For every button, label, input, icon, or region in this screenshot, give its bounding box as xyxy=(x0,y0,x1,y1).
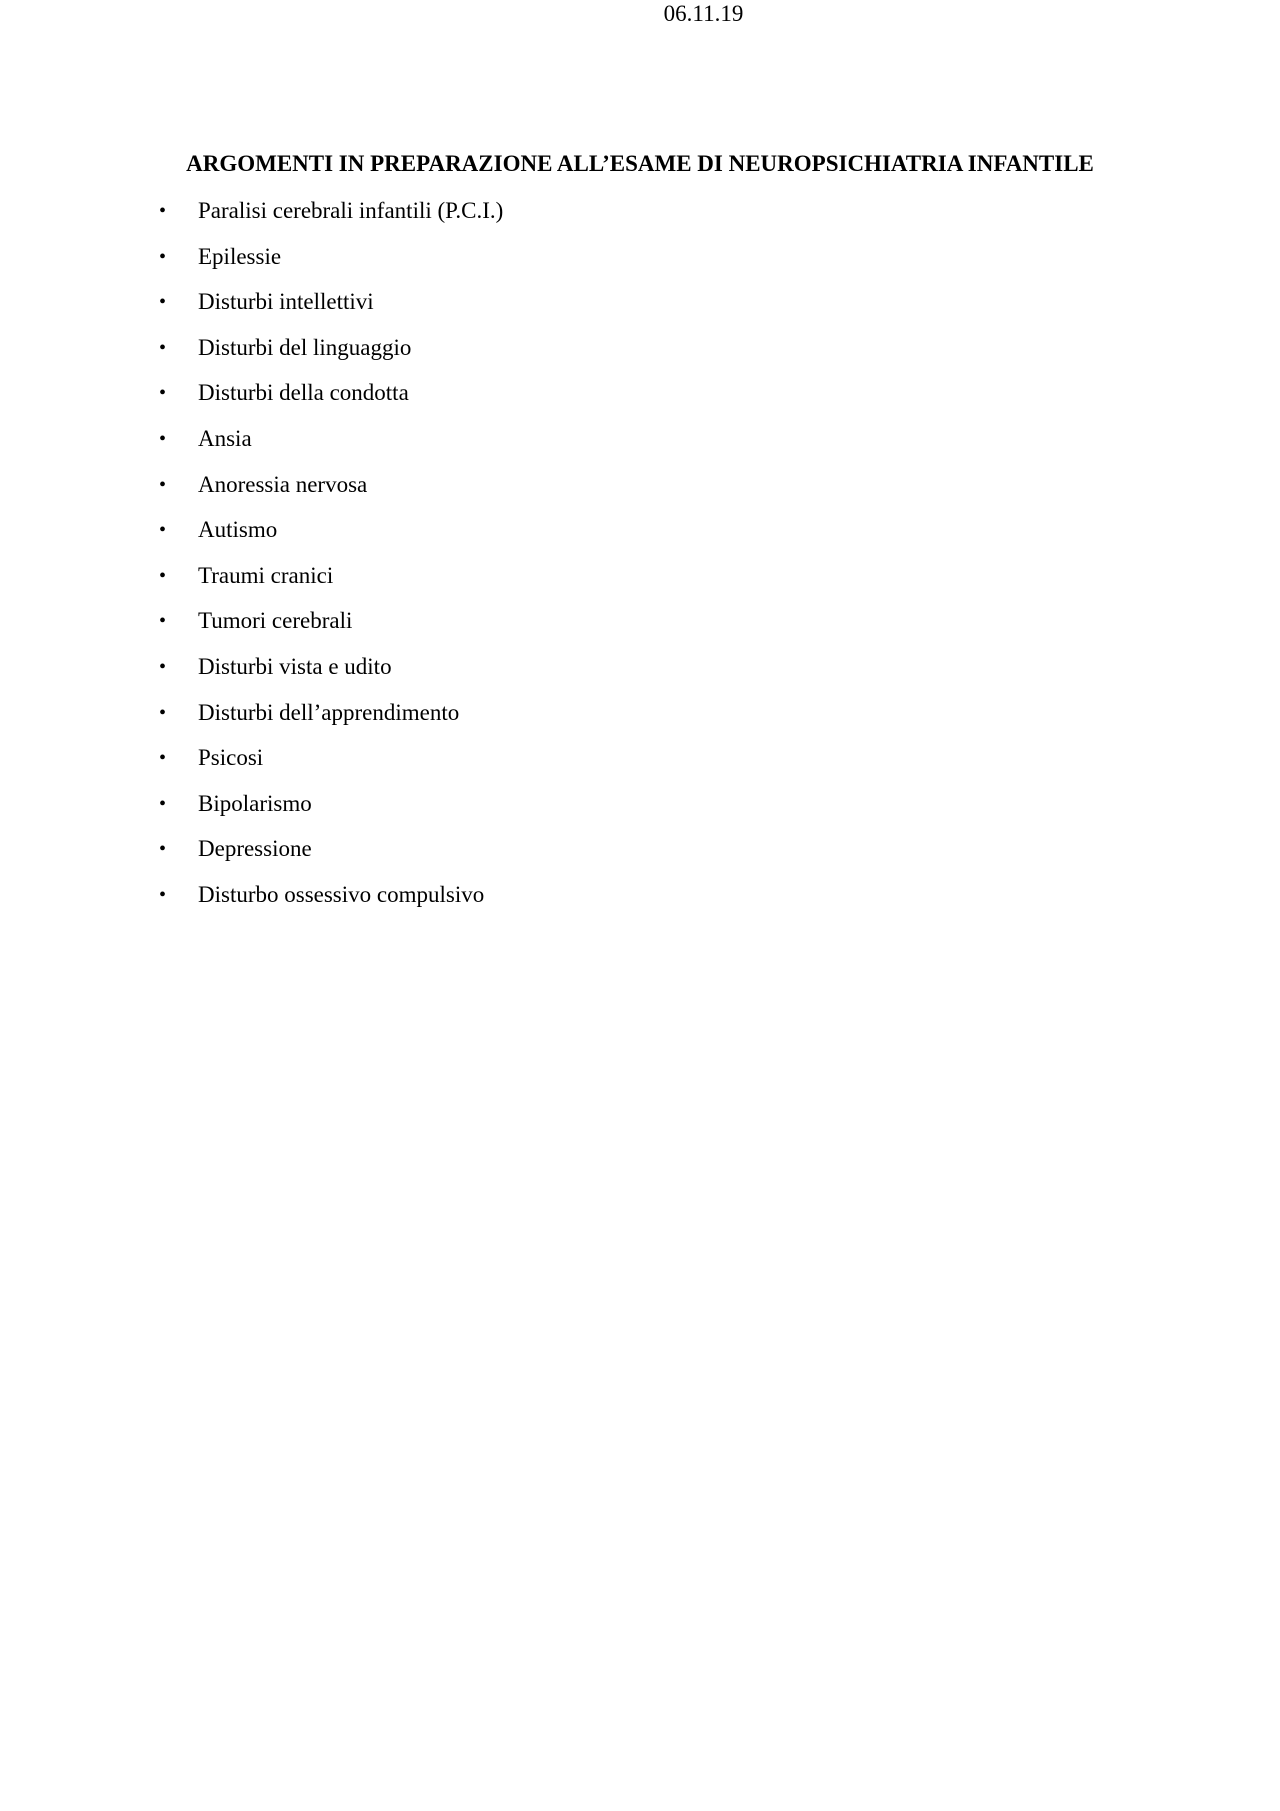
bullet-icon: • xyxy=(159,747,167,770)
list-item-text: Disturbo ossessivo compulsivo xyxy=(198,881,485,907)
list-item-text: Ansia xyxy=(198,425,252,451)
list-item xyxy=(0,831,1100,877)
list-item-text: Psicosi xyxy=(198,745,264,771)
bullet-icon: • xyxy=(159,382,167,405)
bullet-icon: • xyxy=(159,701,167,724)
bullet-icon: • xyxy=(159,655,167,678)
topic-list xyxy=(0,193,1100,923)
list-item-text: Bipolarismo xyxy=(198,790,312,816)
bullet-icon: • xyxy=(159,564,167,587)
list-item xyxy=(0,649,1100,695)
list-item xyxy=(0,512,1100,558)
bullet-icon: • xyxy=(159,245,167,268)
bullet-icon: • xyxy=(159,473,167,496)
bullet-icon: • xyxy=(159,610,167,633)
bullet-icon: • xyxy=(159,336,167,359)
bullet-icon: • xyxy=(159,291,167,314)
bullet-icon: • xyxy=(159,519,167,542)
list-item xyxy=(0,284,1100,330)
list-item-text: Anoressia nervosa xyxy=(198,471,368,497)
list-item xyxy=(0,786,1100,832)
list-item-text: Disturbi della condotta xyxy=(198,380,409,406)
list-item-text: Disturbi dell’apprendimento xyxy=(198,699,460,725)
list-item xyxy=(0,877,1100,923)
list-item xyxy=(0,740,1100,786)
list-item xyxy=(0,467,1100,513)
list-item xyxy=(0,421,1100,467)
list-item xyxy=(0,239,1100,285)
list-item xyxy=(0,193,1100,239)
list-item-text: Traumi cranici xyxy=(198,562,334,588)
document-title: ARGOMENTI IN PREPARAZIONE ALL’ESAME DI NEUROPSICHIATRIA INFANTILE xyxy=(186,151,1094,176)
bullet-icon: • xyxy=(159,838,167,861)
page-date: 06.11.19 xyxy=(663,1,744,26)
bullet-icon: • xyxy=(159,200,167,222)
list-item-text: Depressione xyxy=(198,836,312,862)
bullet-icon: • xyxy=(159,792,167,815)
list-item-text: Paralisi cerebrali infantili (P.C.I.) xyxy=(198,198,504,223)
list-item-text: Tumori cerebrali xyxy=(198,608,353,634)
list-item xyxy=(0,603,1100,649)
list-item xyxy=(0,375,1100,421)
list-item xyxy=(0,330,1100,376)
bullet-icon: • xyxy=(159,427,167,450)
list-item-text: Autismo xyxy=(198,517,278,543)
list-item xyxy=(0,695,1100,741)
list-item-text: Disturbi intellettivi xyxy=(198,289,374,315)
list-item-text: Disturbi vista e udito xyxy=(198,653,392,679)
bullet-icon: • xyxy=(159,883,167,906)
list-item xyxy=(0,558,1100,604)
list-item-text: Disturbi del linguaggio xyxy=(198,334,412,360)
list-item-text: Epilessie xyxy=(198,243,282,269)
